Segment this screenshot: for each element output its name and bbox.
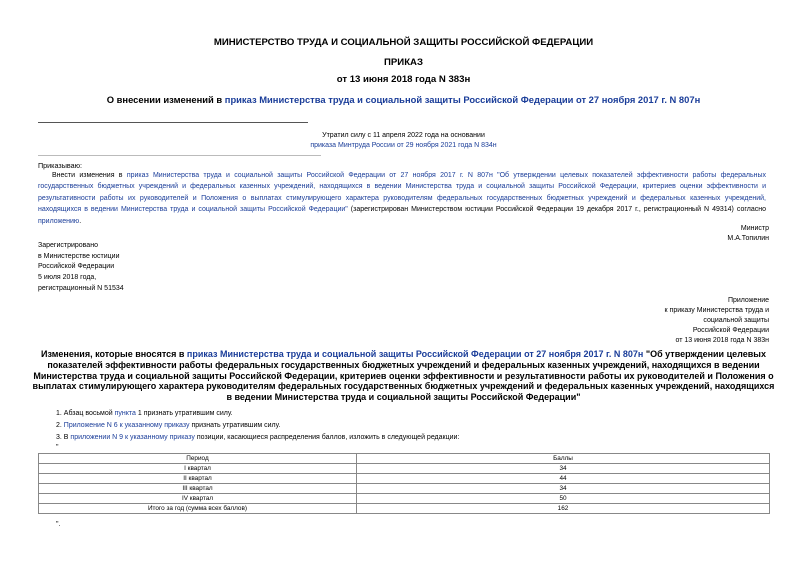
amended-order-link[interactable]: приказ Министерства труда и социальной защиты Российской Федерации от 27 ноября 2017 г. N 807н "Об утверждении целевых показателей эффективности работы федеральных государственных бюджетных учреждений и федеральных казенных учреждений, находящихся в ведении Министерства труда и социальной защиты Российской Федерации, критериев оценки эффективности и результативности работы их руководителей и Положения о выплатах стимулирующего характера руководителям федеральных государственных бюджетных учреждений и федеральных казенных учреждений, находящихся в ведении Министерства труда и социальной защиты Российской Федерации"	[38, 172, 767, 214]
repeal-order-link[interactable]: приказа Минтруда России от 29 ноября 2021 года N 834н	[310, 142, 497, 149]
signature-block	[727, 224, 769, 244]
doc-title-prefix: О внесении изменений в	[106, 94, 225, 105]
appendix-line: от 13 июня 2018 года N 383н	[675, 337, 769, 344]
appendix-line: Приложение	[727, 297, 769, 304]
appendix-line: Российской Федерации	[692, 327, 769, 334]
para-text-c: .	[79, 217, 82, 225]
item-2-link[interactable]: Приложение N 6 к указанному приказу	[63, 422, 190, 429]
item-text: позиции, касающиеся распределения баллов, изложить в следующей редакции:	[194, 434, 460, 441]
doc-date-number: от 13 июня 2018 года N 383н	[336, 74, 471, 85]
status-line: Утратил силу с 11 апреля 2022 года на основании	[322, 132, 485, 139]
appendix-line: социальной защиты	[703, 317, 769, 324]
table-header-row	[39, 454, 770, 464]
para-text-a: Внести изменения в	[52, 172, 127, 179]
period-cell: III квартал	[39, 484, 357, 494]
doc-title-link[interactable]: приказ Министерства труда и социальной защиты Российской Федерации от 27 ноября 2017 г. N 807н	[224, 94, 701, 105]
points-cell: 44	[357, 474, 770, 484]
registration-line: в Министерстве юстиции	[38, 252, 120, 260]
registration-line: Зарегистрировано	[38, 242, 98, 249]
change-item-3	[56, 434, 459, 441]
appendix-link[interactable]: приложению	[38, 217, 80, 225]
item-text: признать утратившим силу.	[189, 422, 281, 429]
appendix-line: к приказу Министерства труда и	[664, 307, 769, 314]
period-cell: I квартал	[39, 464, 357, 474]
registration-block	[38, 241, 124, 295]
registration-line: Российской Федерации	[38, 263, 115, 271]
item-text: 2.	[56, 422, 64, 429]
table-row	[39, 474, 770, 484]
para-text-b: (зарегистрирован Министерством юстиции Российской Федерации 19 декабря 2017 г., регистрационный N 49314) согласно	[347, 206, 766, 214]
signature-name: М.А.Топилин	[727, 235, 769, 242]
appendix-block	[665, 296, 769, 346]
points-cell: 162	[357, 504, 770, 514]
item-text: 1. Абзац восьмой	[56, 410, 115, 417]
period-cell: Итого за год (сумма всех баллов)	[39, 504, 357, 514]
change-item-1	[56, 410, 233, 417]
order-intro: Приказываю:	[38, 161, 82, 170]
table-row	[39, 484, 770, 494]
points-cell: 50	[357, 494, 770, 504]
order-paragraph	[38, 170, 766, 227]
period-cell: IV квартал	[39, 494, 357, 504]
item-1-link[interactable]: пункта	[114, 410, 136, 417]
change-item-2	[56, 422, 280, 429]
table-row	[39, 494, 770, 504]
doc-type-heading: ПРИКАЗ	[384, 57, 423, 68]
status-link-line	[0, 142, 807, 149]
divider	[38, 122, 308, 123]
changes-heading	[32, 349, 775, 403]
changes-suffix: "Об утверждении целевых показателей эффективности работы федеральных государственных бюджетных учреждений и федеральных казенных учреждений, находящихся в ведении Министерства труда и социальной защиты Российской Федерации, критериев оценки эффективности и результативности работы их руководителей и Положения о выплатах стимулирующего характера руководителям федеральных государственных бюджетных учреждений и федеральных казенных учреждений, находящихся в ведении Министерства труда и социальной защиты Российской Федерации"	[32, 349, 775, 403]
quote-close-mark: ".	[56, 521, 61, 528]
ministry-heading: МИНИСТЕРСТВО ТРУДА И СОЦИАЛЬНОЙ ЗАЩИТЫ РОССИЙСКОЙ ФЕДЕРАЦИИ	[213, 37, 594, 48]
points-cell: 34	[357, 464, 770, 474]
column-header: Период	[39, 454, 357, 464]
registration-line: 5 июля 2018 года,	[38, 274, 97, 282]
changes-order-link[interactable]: приказ Министерства труда и социальной защиты Российской Федерации от 27 ноября 2017 г. N 807н	[186, 349, 644, 359]
item-text: 1 признать утратившим силу.	[135, 410, 233, 417]
column-header: Баллы	[357, 454, 770, 464]
points-cell: 34	[357, 484, 770, 494]
divider	[38, 155, 321, 156]
period-cell: II квартал	[39, 474, 357, 484]
points-table	[38, 453, 770, 514]
signature-title: Министр	[740, 225, 769, 232]
table-row	[39, 504, 770, 514]
item-text: 3. В	[56, 434, 71, 441]
quote-open-mark: "	[56, 444, 59, 451]
table-row	[39, 464, 770, 474]
changes-prefix: Изменения, которые вносятся в	[41, 349, 187, 359]
doc-title	[0, 94, 807, 105]
registration-line: регистрационный N 51534	[38, 284, 124, 292]
item-3-link[interactable]: приложении N 9 к указанному приказу	[70, 434, 195, 441]
